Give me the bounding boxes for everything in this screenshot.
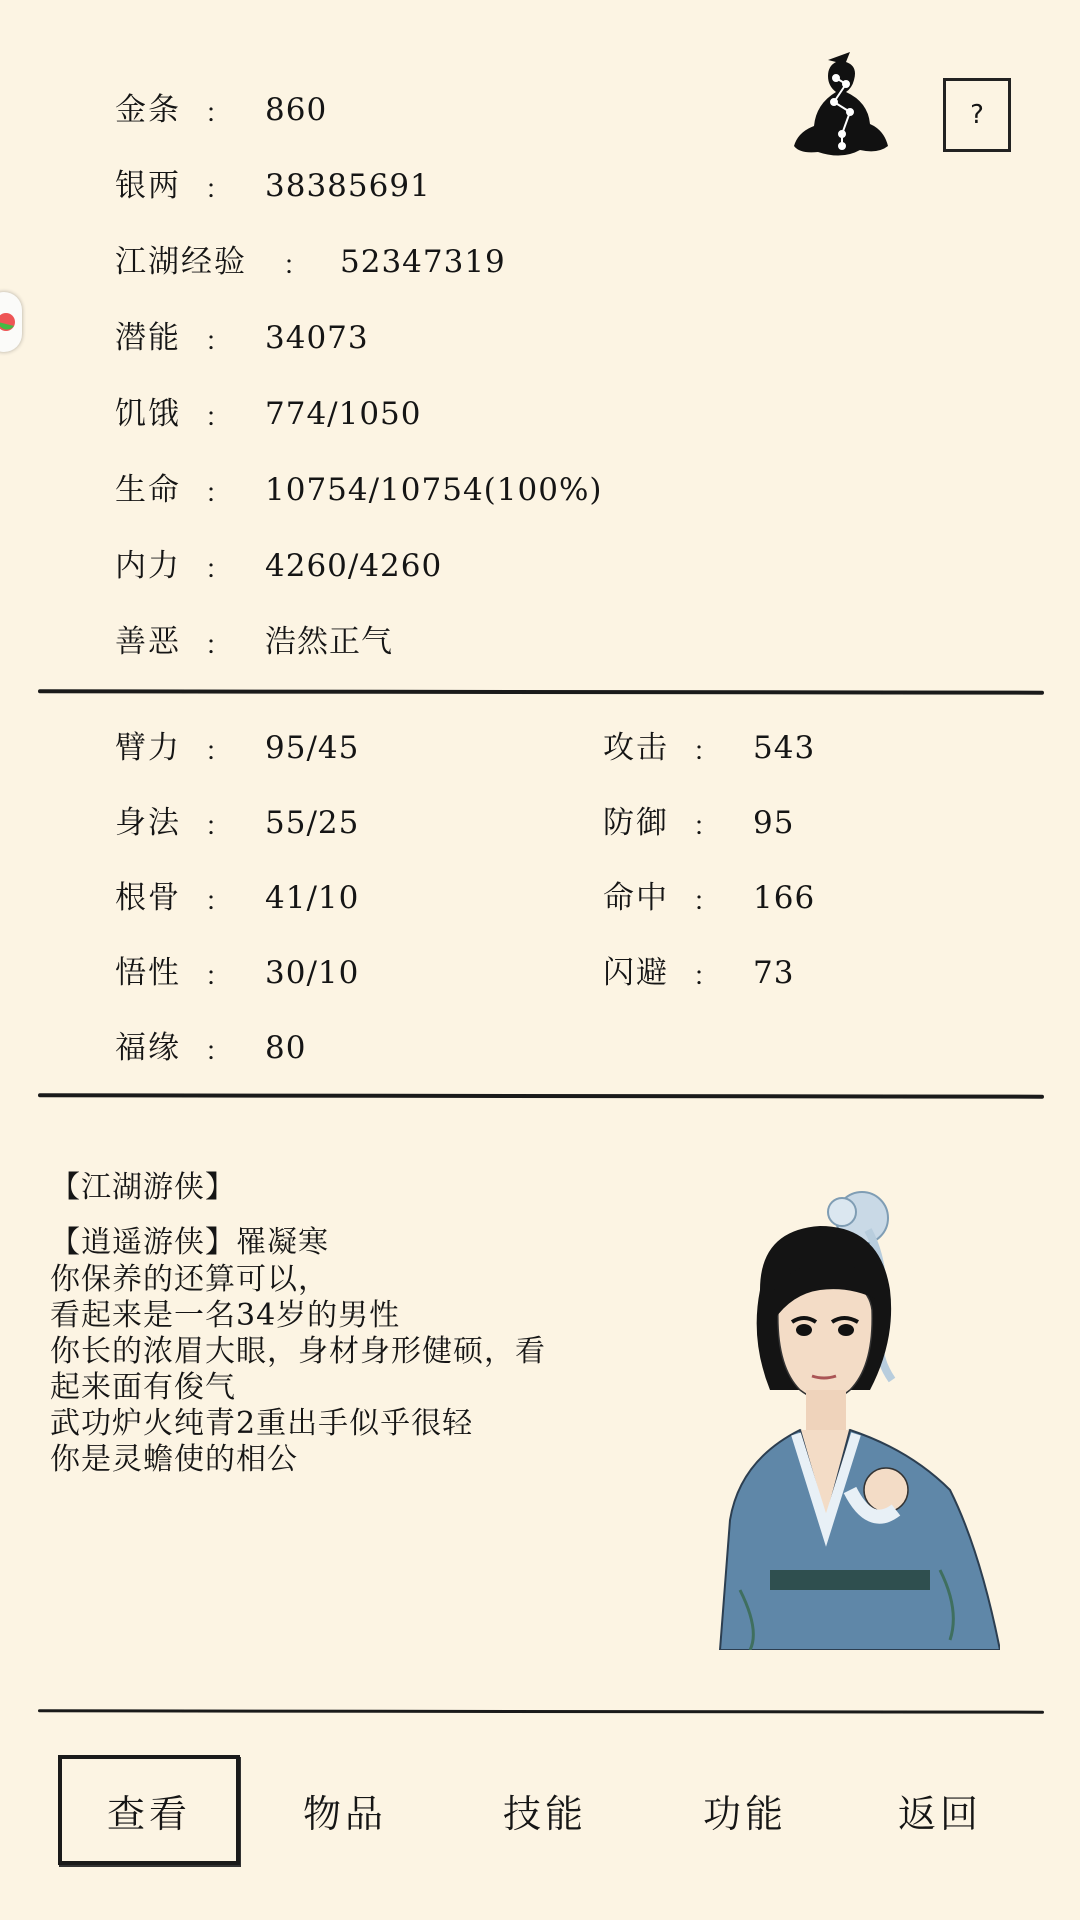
attr-stat-row-left-value: 55/25 — [265, 805, 360, 841]
attr-stat-row-left-label: 臂力 — [115, 730, 181, 766]
main-stat-row-label: 银两 — [115, 168, 181, 204]
attr-stat-row-right-label: 命中 — [603, 880, 669, 916]
main-stat-row-colon: ： — [205, 631, 232, 661]
attr-stat-row-right-colon: ： — [693, 962, 720, 992]
attr-stat-row-left-label: 福缘 — [115, 1030, 181, 1066]
main-stat-row-value: 52347319 — [340, 244, 506, 280]
main-stat-row-value: 34073 — [265, 320, 369, 356]
attr-stat-row-right-label: 闪避 — [603, 955, 669, 991]
attr-stat-row-left-label: 身法 — [115, 805, 181, 841]
attr-stat-row-left-label: 悟性 — [115, 955, 181, 991]
main-stat-row-colon: ： — [205, 555, 232, 585]
attr-stat-row-left-colon: ： — [205, 962, 232, 992]
main-stat-row-value: 10754/10754(100%) — [265, 472, 603, 508]
attr-stat-row-left-colon: ： — [205, 737, 232, 767]
attr-stat-row-right-value: 166 — [753, 880, 816, 916]
description-line: 你长的浓眉大眼，身材身形健硕，看 — [50, 1334, 546, 1369]
main-stat-row-label: 金条 — [115, 92, 181, 128]
character-title: 【江湖游侠】 — [50, 1170, 236, 1205]
attr-stat-row-left-value: 30/10 — [265, 955, 360, 991]
attr-stat-row-left-value: 80 — [265, 1030, 307, 1066]
attr-stat-row-right-colon: ： — [693, 737, 720, 767]
attr-stat-row-right-label: 攻击 — [603, 730, 669, 766]
main-stat-row-label: 饥饿 — [115, 396, 181, 432]
attr-stat-row-right-value: 95 — [753, 805, 795, 841]
tab-skills[interactable]: 技能 — [502, 1791, 587, 1836]
attr-stat-row-right-value: 73 — [753, 955, 795, 991]
main-stat-row-label: 内力 — [115, 548, 181, 584]
attr-stat-row-left-colon: ： — [205, 812, 232, 842]
attr-stat-row-left-label: 根骨 — [115, 880, 181, 916]
main-stat-row-colon: ： — [283, 251, 310, 281]
main-stat-row-colon: ： — [205, 403, 232, 433]
main-stat-row-value: 4260/4260 — [265, 548, 443, 584]
main-stat-row-label: 江湖经验 — [115, 244, 247, 280]
attr-stat-row-left-value: 95/45 — [265, 730, 360, 766]
character-name: 【逍遥游侠】罹凝寒 — [50, 1225, 329, 1260]
tab-functions[interactable]: 功能 — [702, 1791, 787, 1836]
main-stat-row-label: 善恶 — [115, 624, 181, 660]
description-line: 起来面有俊气 — [50, 1370, 236, 1405]
main-stat-row-value: 860 — [265, 92, 328, 128]
description-line: 武功炉火纯青2重出手似乎很轻 — [50, 1406, 474, 1441]
description-line: 你保养的还算可以， — [50, 1262, 329, 1297]
divider-top — [38, 689, 1044, 694]
main-stat-row-value: 38385691 — [265, 168, 431, 204]
main-stat-row-label: 潜能 — [115, 320, 181, 356]
attr-stat-row-right-label: 防御 — [603, 805, 669, 841]
main-stat-row-colon: ： — [205, 175, 232, 205]
main-stat-row-value: 774/1050 — [265, 396, 422, 432]
divider-bottom — [38, 1709, 1044, 1713]
attr-stat-row-left-colon: ： — [205, 1037, 232, 1067]
attr-stat-row-right-value: 543 — [753, 730, 816, 766]
attr-stat-row-left-colon: ： — [205, 887, 232, 917]
sect-emblem-icon[interactable] — [788, 50, 896, 162]
attr-stat-row-left-value: 41/10 — [265, 880, 360, 916]
description-line: 你是灵蟾使的相公 — [50, 1442, 298, 1477]
main-stat-row-colon: ： — [205, 327, 232, 357]
tab-view[interactable]: 查看 — [58, 1755, 240, 1865]
tab-items[interactable]: 物品 — [302, 1791, 387, 1836]
character-portrait — [700, 1190, 1000, 1650]
main-stat-row-colon: ： — [205, 99, 232, 129]
main-stat-row-value: 浩然正气 — [265, 624, 393, 660]
main-stat-row-colon: ： — [205, 479, 232, 509]
floating-assistant-handle[interactable] — [0, 292, 22, 352]
divider-middle — [38, 1093, 1044, 1098]
description-line: 看起来是一名34岁的男性 — [50, 1298, 401, 1333]
attr-stat-row-right-colon: ： — [693, 887, 720, 917]
help-button[interactable]: ? — [943, 78, 1011, 152]
attr-stat-row-right-colon: ： — [693, 812, 720, 842]
main-stat-row-label: 生命 — [115, 472, 181, 508]
tab-back[interactable]: 返回 — [897, 1791, 982, 1836]
